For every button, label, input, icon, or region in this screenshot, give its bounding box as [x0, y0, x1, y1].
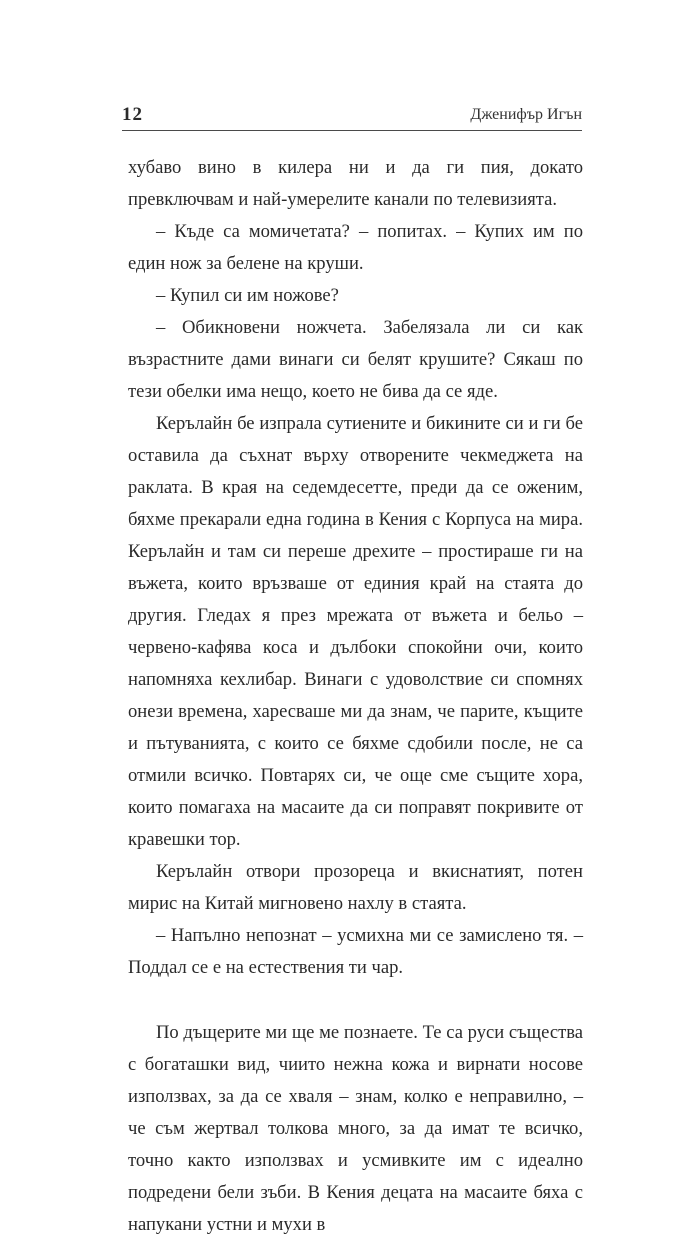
paragraph-dialogue: – Купил си им ножове?: [156, 285, 339, 306]
section-break: [128, 984, 583, 1017]
paragraph-continuation: хубаво вино в килера ни и да ги пия, докато превключвам и най-умерелите канали по телевизията.: [128, 157, 583, 210]
paragraph: Керълайн бе изпрала сутиените и бикините си и ги бе оставила да съхнат върху отворените чекмеджета на раклата. В края на седемдесетте, преди да се оженим, бяхме прекарали една година в Кения с Корпуса на мира. Керълайн и там си переше дрехите – простираше ги на въжета, които връзваше от единия край на стаята до другия. Гледах я през мрежата от въжета и бельо – червено-кафява коса и дълбоки спокойни очи, които напомняха кехлибар. Винаги с удоволствие си спомнях онези времена, харесваше ми да знам, че парите, къщите и пътуванията, с които се бяхме сдобили после, не са отмили всичко. Повтарях си, че още сме същите хора, които помагаха на масаите да си поправят покривите от кравешки тор.: [128, 413, 583, 850]
paragraph-dialogue: – Къде са момичетата? – попитах. – Купих им по един нож за белене на круши.: [128, 221, 583, 274]
paragraph-new-section: По дъщерите ми ще ме познаете. Те са руси същества с богаташки вид, чиито нежна кожа и вирнати носове използвах, за да се хваля – знам, колко е неправилно, – че съм жертвал толкова много, за да имат те всичко, точно както използвах и усмивките им с идеално подредени бели зъби. В Кения децата на масаите бяха с напукани устни и мухи в: [128, 1022, 583, 1235]
running-head-author: Дженифър Игън: [470, 106, 582, 123]
body-text: [128, 152, 583, 1241]
running-header: [122, 104, 582, 132]
page-number: 12: [122, 104, 143, 125]
paragraph-dialogue: – Напълно непознат – усмихна ми се замислено тя. – Поддал се е на естествения ти чар.: [128, 925, 583, 978]
paragraph: Керълайн отвори прозореца и вкиснатият, потен мирис на Китай мигновено нахлу в стаята.: [128, 861, 583, 914]
paragraph-dialogue: – Обикновени ножчета. Забелязала ли си как възрастните дами винаги си белят крушите? Сякаш по тези обелки има нещо, което не бива да се яде.: [128, 317, 583, 402]
header-rule: [122, 130, 582, 131]
